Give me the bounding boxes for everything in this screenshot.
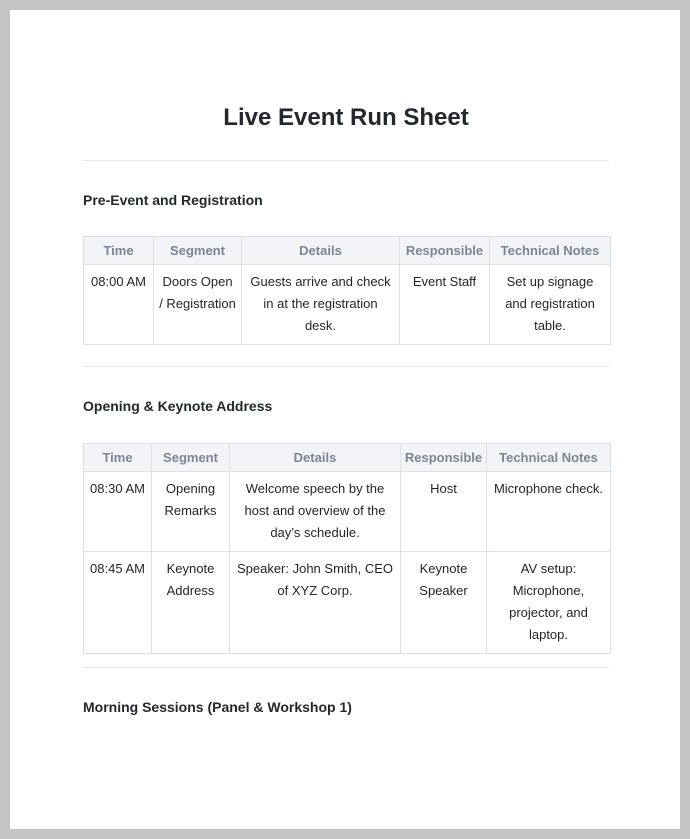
page-title: Live Event Run Sheet	[223, 104, 469, 131]
cell-segment: Keynote Address	[152, 552, 230, 654]
table-row	[84, 472, 611, 552]
table-row	[84, 552, 611, 654]
column-header-time: Time	[84, 237, 154, 265]
cell-details: Speaker: John Smith, CEO of XYZ Corp.	[230, 552, 401, 654]
cell-details: Welcome speech by the host and overview of the day’s schedule.	[230, 472, 401, 552]
cell-segment: Opening Remarks	[152, 472, 230, 552]
divider	[83, 667, 609, 668]
section-heading-morning-sessions: Morning Sessions (Panel & Workshop 1)	[83, 699, 352, 715]
cell-responsible: Keynote Speaker	[401, 552, 487, 654]
cell-technical-notes: Set up signage and registration table.	[490, 265, 611, 345]
divider	[83, 160, 609, 161]
document-page	[10, 10, 680, 829]
column-header-time: Time	[84, 444, 152, 472]
column-header-segment: Segment	[152, 444, 230, 472]
table-header-row	[84, 237, 611, 265]
cell-technical-notes: Microphone check.	[487, 472, 611, 552]
cell-technical-notes: AV setup: Microphone, projector, and laptop.	[487, 552, 611, 654]
column-header-technical-notes: Technical Notes	[487, 444, 611, 472]
cell-time: 08:45 AM	[84, 552, 152, 654]
column-header-details: Details	[230, 444, 401, 472]
column-header-responsible: Responsible	[401, 444, 487, 472]
section-heading-opening-keynote: Opening & Keynote Address	[83, 398, 273, 414]
column-header-segment: Segment	[154, 237, 242, 265]
table-row	[84, 265, 611, 345]
cell-time: 08:30 AM	[84, 472, 152, 552]
divider	[83, 366, 609, 367]
cell-details: Guests arrive and check in at the registration desk.	[242, 265, 400, 345]
column-header-details: Details	[242, 237, 400, 265]
column-header-technical-notes: Technical Notes	[490, 237, 611, 265]
run-table-opening-keynote	[83, 443, 611, 654]
run-table-pre-event	[83, 236, 611, 345]
cell-time: 08:00 AM	[84, 265, 154, 345]
table-header-row	[84, 444, 611, 472]
cell-responsible: Event Staff	[400, 265, 490, 345]
cell-segment: Doors Open / Registration	[154, 265, 242, 345]
section-heading-pre-event: Pre-Event and Registration	[83, 192, 263, 208]
column-header-responsible: Responsible	[400, 237, 490, 265]
cell-responsible: Host	[401, 472, 487, 552]
